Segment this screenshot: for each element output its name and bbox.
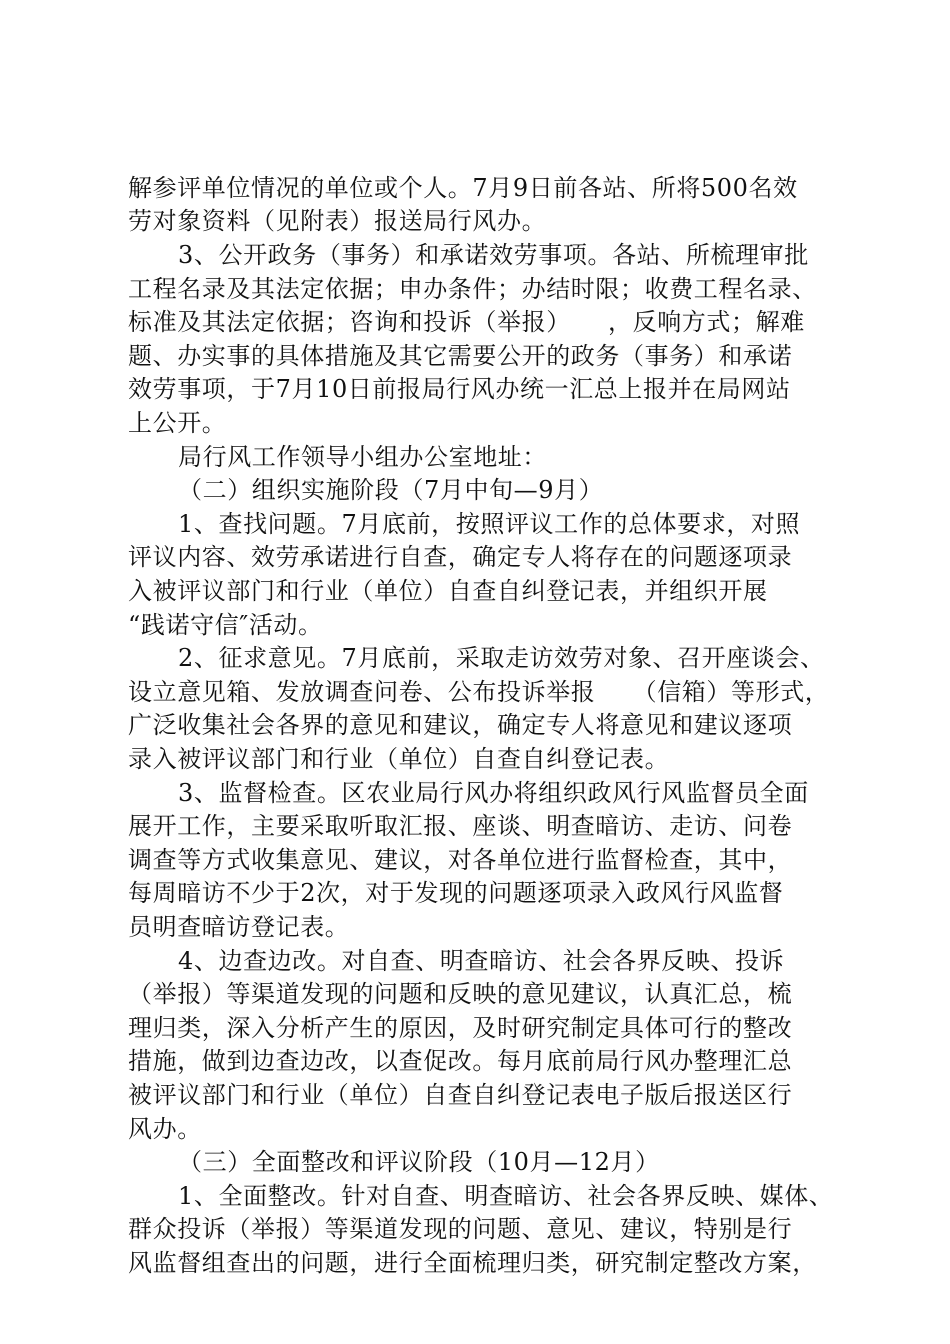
section-heading: （二）组织实施阶段（7月中旬—9月） xyxy=(178,476,604,504)
body-line: 展开工作，主要采取听取汇报、座谈、明查暗访、走访、问卷 xyxy=(128,812,793,840)
body-line: 措施，做到边查边改，以查促改。每月底前局行风办整理汇总 xyxy=(128,1047,793,1075)
body-line: 理归类，深入分析产生的原因，及时研究制定具体可行的整改 xyxy=(128,1014,793,1042)
body-line: 1、全面整改。针对自查、明查暗访、社会各界反映、媒体、 xyxy=(178,1182,834,1210)
body-line: 入被评议部门和行业（单位）自查自纠登记表，并组织开展 xyxy=(128,577,768,605)
body-line: 风监督组查出的问题，进行全面梳理归类，研究制定整改方案， xyxy=(128,1249,817,1277)
body-line: （举报）等渠道发现的问题和反映的意见建议，认真汇总，梳 xyxy=(128,980,793,1008)
body-line: 调查等方式收集意见、建议，对各单位进行监督检查，其中， xyxy=(128,846,793,874)
body-line: 每周暗访不少于2次，对于发现的问题逐项录入政风行风监督 xyxy=(128,879,784,907)
body-line: 评议内容、效劳承诺进行自查，确定专人将存在的问题逐项录 xyxy=(128,543,793,571)
body-line: 群众投诉（举报）等渠道发现的问题、意见、建议，特别是行 xyxy=(128,1215,793,1243)
body-line: 4、边查边改。对自查、明查暗访、社会各界反映、投诉 xyxy=(178,947,785,975)
body-line: 局行风工作领导小组办公室地址： xyxy=(178,443,547,471)
body-line: 效劳事项，于7月10日前报局行风办统一汇总上报并在局网站 xyxy=(128,375,791,403)
section-heading: （三）全面整改和评议阶段（10月—12月） xyxy=(178,1148,660,1176)
body-line: 解参评单位情况的单位或个人。7月9日前各站、所将500名效 xyxy=(128,174,798,202)
body-line: 劳对象资料（见附表）报送局行风办。 xyxy=(128,207,547,235)
body-line: 1、查找问题。7月底前，按照评议工作的总体要求，对照 xyxy=(178,510,801,538)
body-line: “践诺守信″活动。 xyxy=(128,611,323,639)
body-line: 录入被评议部门和行业（单位）自查自纠登记表。 xyxy=(128,745,670,773)
body-line: 员明查暗访登记表。 xyxy=(128,913,350,941)
body-line: 被评议部门和行业（单位）自查自纠登记表电子版后报送区行 xyxy=(128,1081,793,1109)
body-line: 标准及其法定依据；咨询和投诉（举报） ，反响方式；解难 xyxy=(128,308,805,336)
body-line: 题、办实事的具体措施及其它需要公开的政务（事务）和承诺 xyxy=(128,342,793,370)
body-line: 广泛收集社会各界的意见和建议，确定专人将意见和建议逐项 xyxy=(128,711,793,739)
body-line: 3、公开政务（事务）和承诺效劳事项。各站、所梳理审批 xyxy=(178,241,809,269)
body-line: 2、征求意见。7月底前，采取走访效劳对象、召开座谈会、 xyxy=(178,644,825,672)
body-line: 风办。 xyxy=(128,1115,202,1143)
body-line: 上公开。 xyxy=(128,409,227,437)
body-line: 设立意见箱、发放调查问卷、公布投诉举报 （信箱）等形式， xyxy=(128,678,830,706)
body-line: 3、监督检查。区农业局行风办将组织政风行风监督员全面 xyxy=(178,779,809,807)
body-line: 工程名录及其法定依据；申办条件；办结时限；收费工程名录、 xyxy=(128,275,817,303)
